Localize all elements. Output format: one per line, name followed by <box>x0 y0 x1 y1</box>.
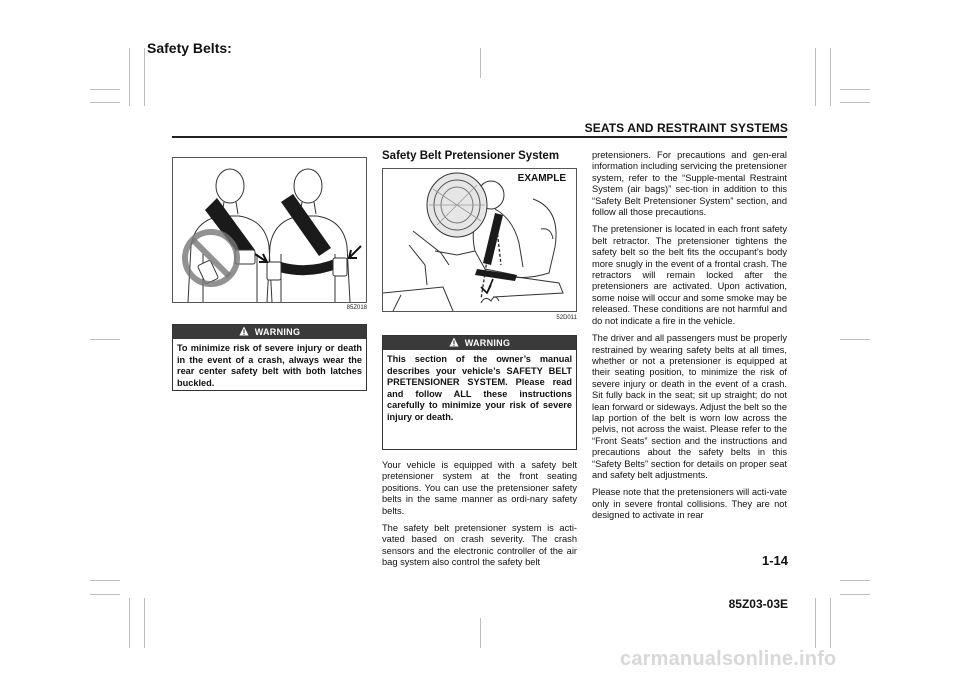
smoke-icon <box>481 297 499 303</box>
crop-mark <box>815 598 816 648</box>
buckle <box>333 258 347 276</box>
section-title: SEATS AND RESTRAINT SYSTEMS <box>584 121 788 135</box>
crop-mark <box>830 48 831 106</box>
crop-mark <box>90 102 120 103</box>
warning-label: WARNING <box>464 338 511 348</box>
crop-mark <box>144 48 145 106</box>
crop-mark <box>830 598 831 648</box>
seat-back <box>503 199 556 278</box>
warning-text: To minimize risk of severe injury or death in the event of a crash, always wear the rear center safety belt with both latches buckled. <box>177 343 362 388</box>
warning-box <box>172 324 367 391</box>
figure-code: 85Z018 <box>346 305 367 311</box>
example-label: EXAMPLE <box>517 173 566 184</box>
paragraph: Your vehicle is equipped with a safety belt pretensioner system at the front seating positions. You can use the pretensioner safety belts in the same manner as ordi-nary safety belts. <box>382 460 577 516</box>
crop-mark <box>90 89 120 90</box>
middle-body-text <box>382 460 577 575</box>
crop-mark <box>129 48 130 106</box>
document-code: 85Z03-03E <box>728 597 788 611</box>
running-head: Safety Belts: <box>147 40 232 56</box>
crop-mark <box>840 339 870 340</box>
crop-mark <box>480 48 481 78</box>
crop-mark <box>480 618 481 648</box>
warning-header <box>383 336 576 350</box>
section-heading: Safety Belt Pretensioner System <box>382 150 560 162</box>
paragraph: The safety belt pretensioner system is acti-vated based on crash severity. The crash sensors and the electronic controller of the air bag system also control the safety belt <box>382 523 577 568</box>
crop-mark <box>90 594 120 595</box>
lap-belt <box>279 258 339 275</box>
figure-rear-center-belt <box>172 157 367 303</box>
belt-illustration <box>173 158 366 302</box>
crop-mark <box>815 48 816 106</box>
warning-icon <box>239 326 249 336</box>
paragraph: The driver and all passengers must be properly restrained by wearing safety belts at all times, whether or not a pretensioner is equipped at their seating position, to minimize the risk of severe injury or death in the event of a crash. Sit fully back in the seat; sit up straight; do not lean forward or sideways. Adjust the belt so the lap portion of the belt is worn low across the pelvis, not across the waist. Please refer to the “Front Seats” section and the instructions and precautions about the safety belts in this “Safety Belts” section for details on proper seat and safety belt adjustments. <box>592 333 787 480</box>
crop-mark <box>840 580 870 581</box>
occupant-head <box>294 169 322 203</box>
figure-code: 52D011 <box>556 315 577 321</box>
figure-pretensioner <box>382 168 577 312</box>
arrow-icon <box>349 246 361 258</box>
warning-box <box>382 335 577 450</box>
occupant-head <box>216 169 244 203</box>
warning-label: WARNING <box>254 327 301 337</box>
right-body-text <box>592 150 787 528</box>
header-rule <box>172 136 787 138</box>
shoulder-belt <box>483 213 503 265</box>
crop-mark <box>90 339 120 340</box>
watermark: carmanualsonline.info <box>620 648 837 670</box>
warning-header <box>173 325 366 339</box>
crop-mark <box>840 89 870 90</box>
crop-mark <box>144 598 145 648</box>
crop-mark <box>90 580 120 581</box>
pretensioner-illustration <box>383 169 576 311</box>
crop-mark <box>840 102 870 103</box>
warning-icon <box>449 337 459 347</box>
warning-text: This section of the owner’s manual describes your vehicle’s SAFETY BELT PRETENSIONER SYSTEM. Please read and follow ALL these instructions carefully to minimize your risk of severe injury or death. <box>387 354 572 422</box>
page-number: 1-14 <box>761 553 788 568</box>
crop-mark <box>840 594 870 595</box>
paragraph: pretensioners. For precautions and gen-eral information including servicing the pretensioner system, refer to the “Supple-mental Restraint System (air bags)” sec-tion in addition to this “Safety Belt Pretensioner System” section, and follow all those precautions. <box>592 150 787 218</box>
airbag <box>427 173 487 237</box>
paragraph: The pretensioner is located in each front safety belt retractor. The pretensioner tightens the safety belt so the belt fits the occupant’s body more snugly in the event of a frontal crash. The retractors will remain locked after the pretensioners are activated. Upon activation, some noise will occur and some smoke may be released. These conditions are not harmful and do not indicate a fire in the vehicle. <box>592 224 787 326</box>
paragraph: Please note that the pretensioners will acti-vate only in severe frontal collisions. They are not designed to activate in rear <box>592 487 787 521</box>
buckle <box>267 262 281 280</box>
crop-mark <box>129 598 130 648</box>
